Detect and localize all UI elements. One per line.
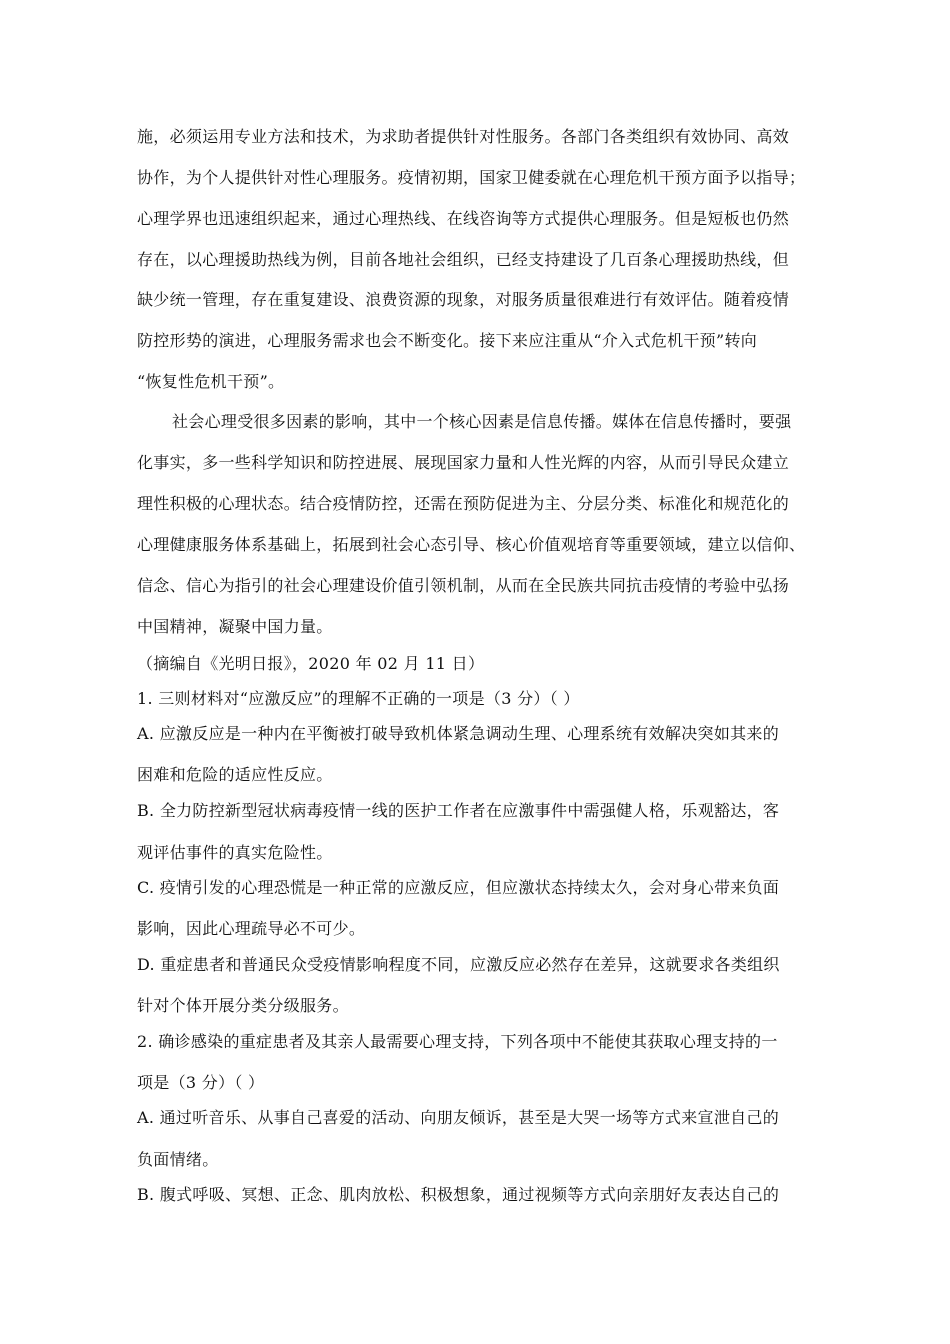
paragraph-line: “恢复性危机干预”。 (137, 372, 285, 391)
question-2-option-a-cont: 负面情绪。 (137, 1150, 219, 1169)
paragraph-line: 心理健康服务体系基础上，拓展到社会心态引导、核心价值观培育等重要领域，建立以信仰、 (137, 535, 806, 554)
question-1-option-d: D. 重症患者和普通民众受疫情影响程度不同，应激反应必然存在差异，这就要求各类组织 (137, 955, 780, 974)
question-1-stem: 1. 三则材料对“应激反应”的理解不正确的一项是（3 分）（ ） (137, 689, 580, 708)
question-1-option-c: C. 疫情引发的心理恐慌是一种正常的应激反应，但应激状态持续太久，会对身心带来负面 (137, 878, 780, 897)
question-1-option-a-cont: 困难和危险的适应性反应。 (137, 765, 333, 784)
source-citation: （摘编自《光明日报》，2020 年 02 月 11 日） (137, 654, 485, 673)
paragraph-line: 防控形势的演进，心理服务需求也会不断变化。接下来应注重从“介入式危机干预”转向 (137, 331, 758, 350)
question-1-option-b-cont: 观评估事件的真实危险性。 (137, 843, 333, 862)
question-1-option-d-cont: 针对个体开展分类分级服务。 (137, 996, 349, 1015)
paragraph-line: 信念、信心为指引的社会心理建设价值引领机制，从而在全民族共同抗击疫情的考验中弘扬 (137, 576, 790, 595)
paragraph-line: 施，必须运用专业方法和技术，为求助者提供针对性服务。各部门各类组织有效协同、高效 (137, 127, 790, 146)
question-2-stem: 2. 确诊感染的重症患者及其亲人最需要心理支持，下列各项中不能使其获取心理支持的一 (137, 1032, 778, 1051)
question-1-option-b: B. 全力防控新型冠状病毒疫情一线的医护工作者在应激事件中需强健人格，乐观豁达，客 (137, 801, 780, 820)
question-2-option-b: B. 腹式呼吸、冥想、正念、肌肉放松、积极想象，通过视频等方式向亲朋好友表达自己的 (137, 1185, 780, 1204)
paragraph-line: 社会心理受很多因素的影响，其中一个核心因素是信息传播。媒体在信息传播时，要强 (172, 412, 792, 431)
paragraph-line: 中国精神，凝聚中国力量。 (137, 617, 333, 636)
paragraph-line: 化事实，多一些科学知识和防控进展、展现国家力量和人性光辉的内容，从而引导民众建立 (137, 453, 790, 472)
question-2-option-a: A. 通过听音乐、从事自己喜爱的活动、向朋友倾诉，甚至是大哭一场等方式来宣泄自己的 (137, 1108, 780, 1127)
paragraph-line: 理性积极的心理状态。结合疫情防控，还需在预防促进为主、分层分类、标准化和规范化的 (137, 494, 790, 513)
paragraph-line: 缺少统一管理，存在重复建设、浪费资源的现象，对服务质量很难进行有效评估。随着疫情 (137, 290, 790, 309)
question-2-stem-cont: 项是（3 分）（ ） (137, 1073, 265, 1092)
paragraph-line: 存在，以心理援助热线为例，目前各地社会组织，已经支持建设了几百条心理援助热线，但 (137, 250, 790, 269)
paragraph-line: 心理学界也迅速组织起来，通过心理热线、在线咨询等方式提供心理服务。但是短板也仍然 (137, 209, 790, 228)
question-1-option-c-cont: 影响，因此心理疏导必不可少。 (137, 919, 366, 938)
paragraph-line: 协作，为个人提供针对性心理服务。疫情初期，国家卫健委就在心理危机干预方面予以指导； (137, 168, 806, 187)
question-1-option-a: A. 应激反应是一种内在平衡被打破导致机体紧急调动生理、心理系统有效解决突如其来的 (137, 724, 780, 743)
